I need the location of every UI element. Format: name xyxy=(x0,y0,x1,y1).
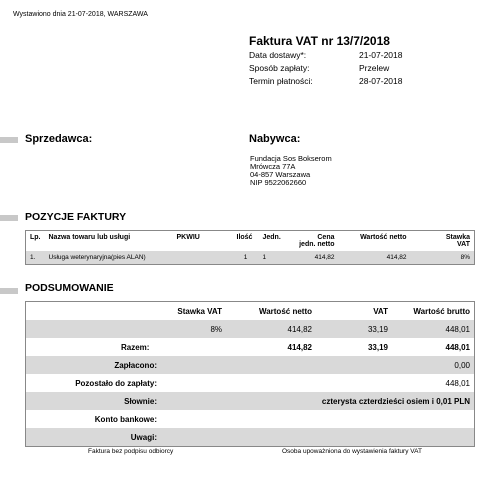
col-vat-line1: Stawka xyxy=(445,234,470,241)
cell-unit: 1 xyxy=(259,251,289,264)
total-vat: 33,19 xyxy=(367,342,388,352)
items-header-row xyxy=(26,231,474,251)
items-table-box xyxy=(25,230,475,265)
total-label: Razem: xyxy=(121,342,150,352)
bank-value xyxy=(161,410,474,428)
summary-table-box xyxy=(25,301,475,447)
col-qty: Ilość xyxy=(236,234,253,241)
col-vat: VAT xyxy=(373,306,388,316)
items-heading: POZYCJE FAKTURY xyxy=(25,211,127,223)
notes-row xyxy=(26,428,474,446)
issue-date-place: Wystawiono dnia 21-07-2018, WARSZAWA xyxy=(13,11,148,18)
cell-name: Usługa weterynaryjna(pies ALAN) xyxy=(45,251,173,264)
words-row xyxy=(26,392,474,410)
items-table xyxy=(26,231,474,264)
meta-due-date xyxy=(249,76,419,86)
notes-label: Uwagi: xyxy=(26,428,161,446)
meta-value: 21-07-2018 xyxy=(359,50,403,60)
col-gross: Wartość brutto xyxy=(413,306,470,316)
seller-heading: Sprzedawca: xyxy=(25,133,93,145)
cell-vat: 8% xyxy=(411,251,475,264)
cell-lp: 1. xyxy=(26,251,45,264)
col-vat-rate: Stawka VAT xyxy=(177,306,222,316)
meta-value: 28-07-2018 xyxy=(359,76,403,86)
col-vat-line2: VAT xyxy=(457,241,470,248)
summary-header-row xyxy=(26,302,474,320)
rate-net: 414,82 xyxy=(226,320,316,338)
paid-row xyxy=(26,356,474,374)
notes-value xyxy=(161,428,474,446)
col-lp: Lp. xyxy=(30,234,41,241)
total-gross: 448,01 xyxy=(445,342,470,352)
col-net: Wartość netto xyxy=(360,234,407,241)
section-marker xyxy=(0,215,18,221)
summary-rate-row xyxy=(26,320,474,338)
col-price xyxy=(289,231,339,251)
summary-heading: PODSUMOWANIE xyxy=(25,282,114,294)
footer-recipient-note: Faktura bez podpisu odbiorcy xyxy=(88,448,174,455)
rate-vat-amount: 33,19 xyxy=(316,320,392,338)
buyer-name: Fundacja Sos Bokserom xyxy=(250,154,332,163)
cell-net: 414,82 xyxy=(339,251,411,264)
meta-payment-method xyxy=(249,63,419,73)
words-label: Słownie: xyxy=(26,392,161,410)
summary-table xyxy=(26,302,474,356)
cell-price: 414,82 xyxy=(289,251,339,264)
meta-value: Przelew xyxy=(359,63,390,73)
meta-label: Termin płatności: xyxy=(249,76,313,86)
meta-label: Sposób zapłaty: xyxy=(249,63,310,73)
remaining-row xyxy=(26,374,474,392)
summary-total-row xyxy=(26,338,474,356)
col-vat xyxy=(411,231,475,251)
rate-vat: 8% xyxy=(26,320,226,338)
buyer-address xyxy=(250,155,332,187)
col-unit: Jedn. xyxy=(262,234,281,241)
buyer-city: 04-857 Warszawa xyxy=(250,170,311,179)
buyer-nip: NIP 9522062660 xyxy=(250,178,307,187)
summary-detail-table xyxy=(26,356,474,446)
col-pkwiu: PKWIU xyxy=(176,234,200,241)
bank-label: Konto bankowe: xyxy=(94,414,157,424)
total-net: 414,82 xyxy=(287,342,312,352)
paid-label: Zapłacono: xyxy=(26,356,161,374)
table-row xyxy=(26,251,474,264)
meta-label: Data dostawy*: xyxy=(249,50,307,60)
footer-authorized-person: Osoba upoważniona do wystawienia faktury VAT xyxy=(282,448,422,455)
rate-gross: 448,01 xyxy=(392,320,474,338)
words-value: czterysta czterdzieści osiem i 0,01 PLN xyxy=(161,392,474,410)
remaining-value: 448,01 xyxy=(445,378,470,388)
col-net: Wartość netto xyxy=(258,306,312,316)
buyer-heading: Nabywca: xyxy=(249,133,301,145)
col-price-line1: Cena xyxy=(317,234,335,241)
cell-pkwiu xyxy=(173,251,233,264)
remaining-label: Pozostało do zapłaty: xyxy=(75,378,157,388)
section-marker xyxy=(0,288,18,294)
col-price-line2: jedn. netto xyxy=(299,241,335,248)
section-marker xyxy=(0,137,18,143)
paid-value: 0,00 xyxy=(161,356,474,374)
cell-qty: 1 xyxy=(233,251,259,264)
bank-row xyxy=(26,410,474,428)
invoice-title: Faktura VAT nr 13/7/2018 xyxy=(249,34,390,48)
col-name: Nazwa towaru lub usługi xyxy=(48,234,131,241)
meta-delivery-date xyxy=(249,50,419,60)
buyer-street: Mrówcza 77A xyxy=(250,162,296,171)
